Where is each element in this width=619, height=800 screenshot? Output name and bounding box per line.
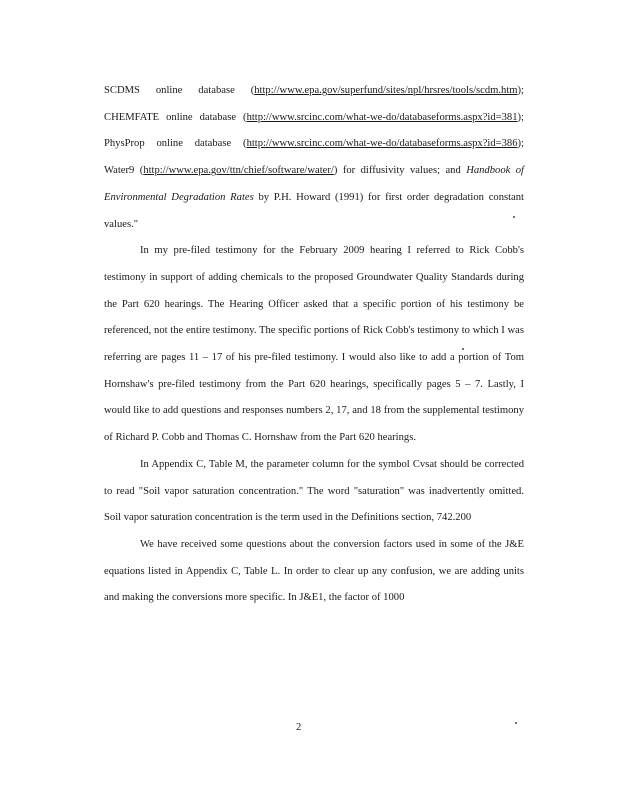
scan-speck <box>462 348 464 350</box>
scdms-link[interactable]: http://www.epa.gov/superfund/sites/npl/hrsres/tools/scdm.htm <box>254 85 518 96</box>
paragraph-appendix-c-table-m: In Appendix C, Table M, the parameter column for the symbol Cvsat should be corrected to read "Soil vapor saturation concentration." The word "saturation" was inadvertently omitted. Soil vapor saturation concentration is the term used in the Definitions section, 742.200 <box>104 458 524 524</box>
intro-block <box>104 78 524 612</box>
intro-text-8: by P.H. Howard (1991) for first order degradation constant values." <box>104 191 524 230</box>
page-number: 2 <box>296 722 302 733</box>
chemfate-link[interactable]: http://www.srcinc.com/what-we-do/databaseforms.aspx?id=381 <box>246 111 518 123</box>
intro-text-2: ); <box>517 85 524 96</box>
scan-speck <box>513 216 515 218</box>
intro-text-4: ); PhysProp online database ( <box>104 111 524 150</box>
scan-speck <box>515 722 517 724</box>
intro-text-5: ); Water9 <box>104 138 524 177</box>
intro-text-1: SCDMS online database ( <box>104 85 255 96</box>
intro-text-3: CHEMFATE online database ( <box>104 111 247 123</box>
handbook-title: Handbook of Environmental Degradation Rates <box>104 165 525 203</box>
intro-citation-paragraph <box>104 78 524 238</box>
intro-text-7: ) for diffusivity values; and <box>333 165 467 177</box>
physprop-link[interactable]: http://www.srcinc.com/what-we-do/databaseforms.aspx?id=386 <box>246 138 518 150</box>
water9-link[interactable]: http://www.epa.gov/ttn/chief/software/water/ <box>143 165 334 177</box>
paragraph-conversion-factors: We have received some questions about the conversion factors used in some of the J&E equations listed in Appendix C, Table L. In order to clear up any confusion, we are adding units and making the conversions more specific. In J&E1, the factor of 1000 <box>104 538 524 604</box>
intro-text-6: ( <box>139 165 144 177</box>
paragraph-cobb-testimony: In my pre-filed testimony for the February 2009 hearing I referred to Rick Cobb's testimony in support of adding chemicals to the proposed Groundwater Quality Standards during the Part 620 hearings. The Hearing Officer asked that a specific portion of his testimony be referenced, not the entire testimony. The specific portions of Rick Cobb's testimony to which I was referring are pages 11 – 17 of his pre-filed testimony. I would also like to add a portion of Tom Hornshaw's pre-filed testimony from the Part 620 hearings, specifically pages 5 – 7. Lastly, I would like to add questions and responses numbers 2, 17, and 18 from the supplemental testimony of Richard P. Cobb and Thomas C. Hornshaw from the Part 620 hearings. <box>104 245 524 444</box>
